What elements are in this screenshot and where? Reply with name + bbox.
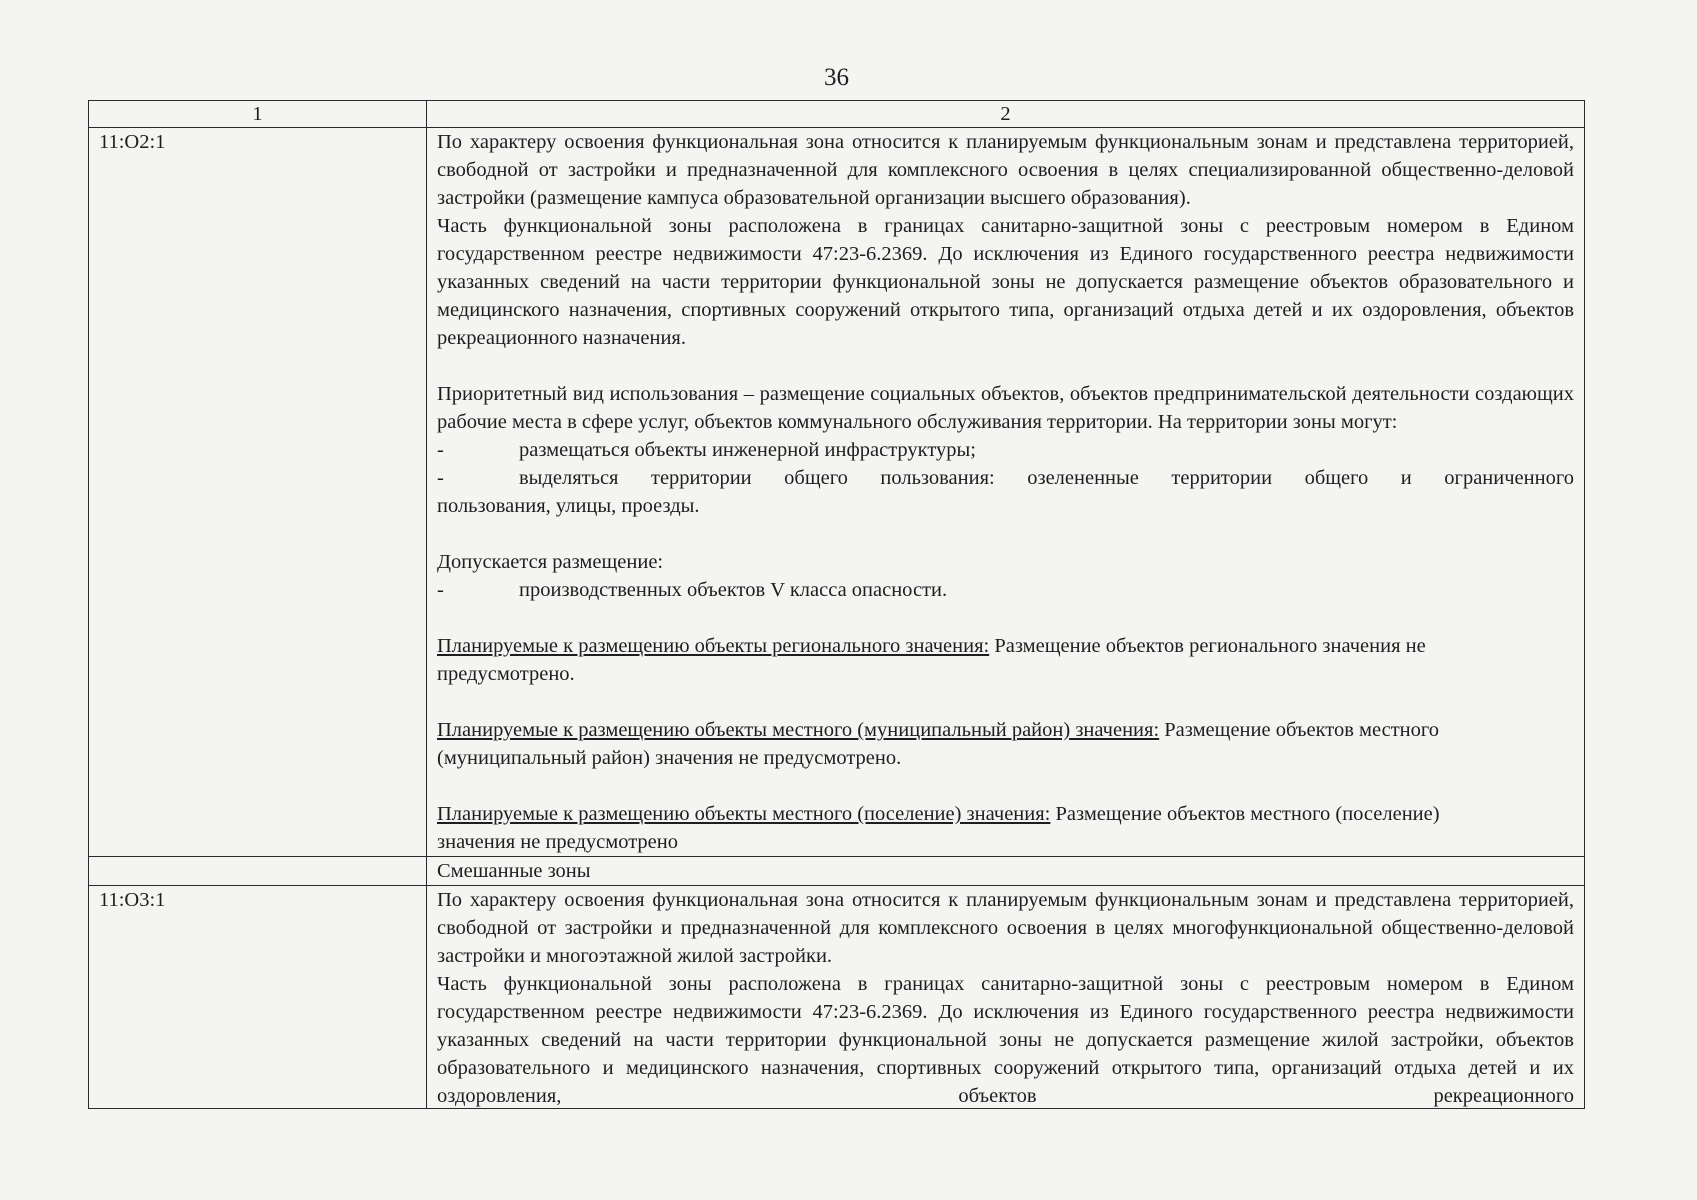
zones-table [88,100,1585,1109]
description-paragraph: Приоритетный вид использования – размещение социальных объектов, объектов предпринимательской деятельности создающих рабочие места в сфере услуг, объектов коммунального обслуживания территории. На территории зоны могут: [437,383,1574,433]
list-item-continuation: пользования, улицы, проезды. [437,495,700,517]
settlement-objects-text: Размещение объектов местного (поселение) значения не предусмотрено [437,803,1440,853]
table-row [89,886,1585,1109]
description-paragraph: По характеру освоения функциональная зона относится к планируемым функциональным зонам и представлена территорией, свободной от застройки и предназначенной для комплексного освоения в целях специализированной общественно-деловой застройки (размещение кампуса образовательной организации высшего образования). [437,131,1574,209]
list-item-text: размещаться объекты инженерной инфраструктуры; [519,439,976,461]
regional-objects-label: Планируемые к размещению объекты регионального значения: [437,635,990,657]
list-item-text: выделяться территории общего пользования: озелененные территории общего и ограниченного [519,467,1574,489]
description-paragraph: По характеру освоения функциональная зона относится к планируемым функциональным зонам и представлена территорией, свободной от застройки и предназначенной для комплексного освоения в целях многофункциональной общественно-деловой застройки и многоэтажной жилой застройки. [437,889,1574,967]
regional-objects-paragraph [437,632,1574,688]
settlement-objects-paragraph [437,800,1574,856]
page-number: 36 [824,64,849,91]
description-paragraph: Допускается размещение: [437,551,664,573]
settlement-objects-label: Планируемые к размещению объекты местного (поселение) значения: [437,803,1051,825]
header-col-2: 2 [427,101,1585,128]
municipal-objects-paragraph [437,716,1574,772]
table-row [89,128,1585,857]
municipal-objects-text: Размещение объектов местного (муниципальный район) значения не предусмотрено. [437,719,1440,769]
description-paragraph: Часть функциональной зоны расположена в границах санитарно-защитной зоны с реестровым номером в Едином государственном реестре недвижимости 47:23-6.2369. До исключения из Единого государственного реестра недвижимости указанных сведений на части территории функциональной зоны не допускается размещение объектов образовательного и медицинского назначения, спортивных сооружений открытого типа, организаций отдыха детей и их оздоровления, объектов рекреационного назначения. [437,215,1574,349]
list-item [437,464,1574,492]
section-empty-cell [89,857,427,886]
zone-code: 11:О2:1 [89,128,427,857]
municipal-objects-label: Планируемые к размещению объекты местного (муниципальный район) значения: [437,719,1160,741]
description-paragraph: Часть функциональной зоны расположена в границах санитарно-защитной зоны с реестровым номером в Едином государственном реестре недвижимости 47:23-6.2369. До исключения из Единого государственного реестра недвижимости указанных сведений на части территории функциональной зоны не допускается размещение жилой застройки, объектов образовательного и медицинского назначения, спортивных сооружений открытого типа, организаций отдыха детей и их оздоровления, объектов рекреационного [437,973,1574,1107]
list-item-text: производственных объектов V класса опасности. [519,579,948,601]
zone-description [427,886,1585,1109]
list-item [437,436,1574,464]
section-title: Смешанные зоны [427,857,1585,886]
regional-objects-text: Размещение объектов регионального значения не предусмотрено. [437,635,1426,685]
bullet-dash: - [437,467,444,489]
bullet-dash: - [437,579,444,601]
zone-code: 11:О3:1 [89,886,427,1109]
section-row [89,857,1585,886]
header-col-1: 1 [89,101,427,128]
zone-description [427,128,1585,857]
table-header-row [89,101,1585,128]
bullet-dash: - [437,439,444,461]
list-item [437,576,1574,604]
